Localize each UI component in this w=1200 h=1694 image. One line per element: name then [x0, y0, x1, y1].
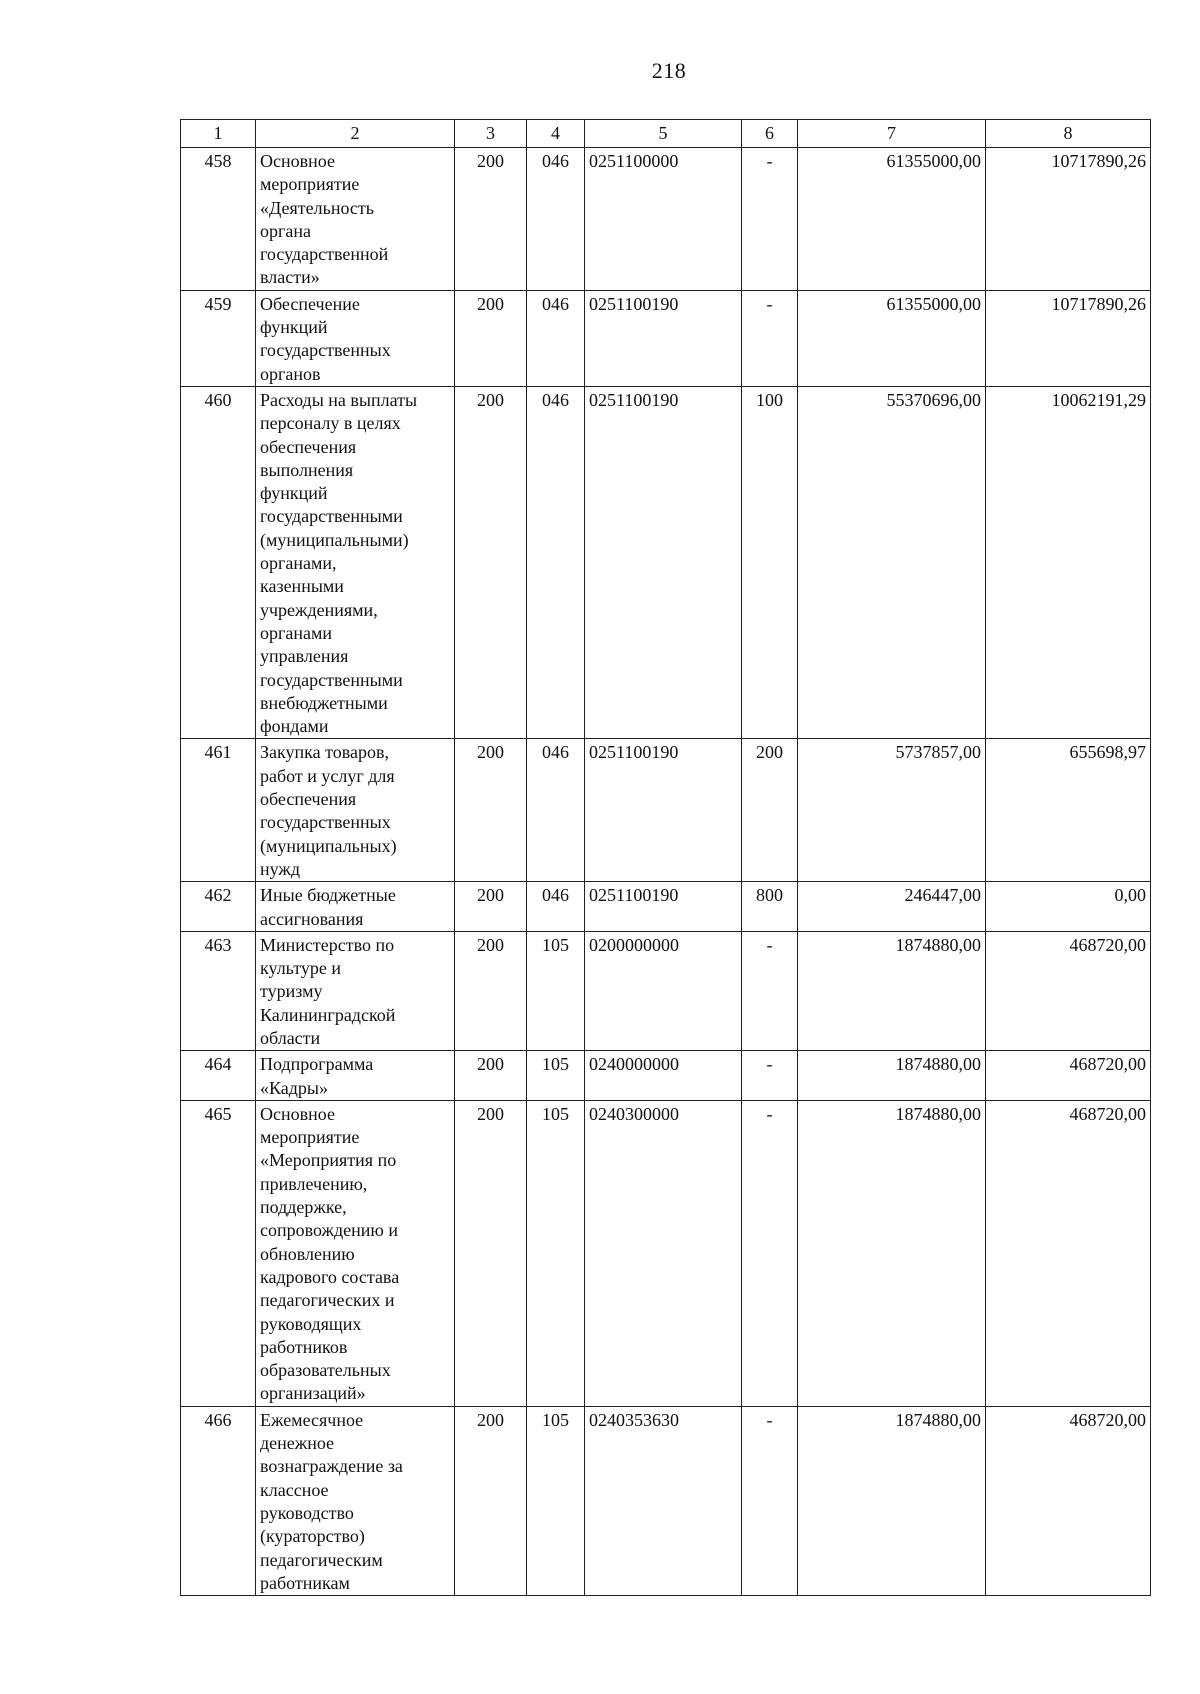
code-cell-4: 046 — [527, 739, 585, 882]
row-number-cell: 462 — [181, 882, 256, 932]
item-name-line: области — [260, 1027, 321, 1048]
item-name-line: функций — [260, 317, 328, 338]
item-name-line: нужд — [260, 858, 300, 879]
amount-cell-8: 468720,00 — [986, 1051, 1151, 1101]
table-body — [181, 148, 1151, 1596]
amount-cell-7: 1874880,00 — [798, 1051, 986, 1101]
item-name-line: государственных — [260, 340, 391, 361]
item-name-line: государственных — [260, 812, 391, 833]
item-name-line: мероприятие — [260, 1127, 360, 1148]
item-name-line: поддержке, — [260, 1197, 347, 1218]
code-cell-4: 046 — [527, 386, 585, 738]
item-name-line: фондами — [260, 716, 329, 737]
code-cell-6: - — [742, 931, 798, 1050]
item-name-line: руководящих — [260, 1313, 362, 1334]
code-cell-3: 200 — [455, 148, 527, 291]
row-number-cell: 460 — [181, 386, 256, 738]
item-name-line: сопровождению и — [260, 1220, 398, 1241]
item-name-line: мероприятие — [260, 174, 360, 195]
code-cell-5: 0240300000 — [585, 1100, 742, 1406]
item-name-line: Основное — [260, 151, 335, 171]
item-name-cell — [256, 1100, 455, 1406]
column-header: 5 — [585, 120, 742, 148]
column-header: 8 — [986, 120, 1151, 148]
code-cell-6: - — [742, 1406, 798, 1595]
item-name-line: внебюджетными — [260, 692, 388, 713]
table-row — [181, 931, 1151, 1050]
column-header: 4 — [527, 120, 585, 148]
item-name-line: учреждениями, — [260, 599, 378, 620]
column-header: 1 — [181, 120, 256, 148]
amount-cell-8: 10717890,26 — [986, 290, 1151, 386]
code-cell-5: 0251100190 — [585, 739, 742, 882]
row-number-cell: 465 — [181, 1100, 256, 1406]
amount-cell-7: 55370696,00 — [798, 386, 986, 738]
page-number: 218 — [651, 58, 687, 83]
amount-cell-7: 61355000,00 — [798, 148, 986, 291]
item-name-line: Закупка товаров, — [260, 742, 389, 763]
item-name-line: государственными — [260, 669, 403, 690]
item-name-cell — [256, 290, 455, 386]
item-name-cell — [256, 739, 455, 882]
item-name-line: вознаграждение за — [260, 1456, 403, 1477]
item-name-line: привлечению, — [260, 1173, 368, 1194]
item-name-line: классное — [260, 1479, 329, 1500]
item-name-line: руководство — [260, 1502, 354, 1523]
item-name-line: государственной — [260, 244, 389, 265]
item-name-cell — [256, 1051, 455, 1101]
code-cell-4: 105 — [527, 1100, 585, 1406]
item-name-line: казенными — [260, 576, 344, 597]
item-name-cell — [256, 931, 455, 1050]
row-number-cell: 458 — [181, 148, 256, 291]
item-name-line: обновлению — [260, 1243, 355, 1264]
item-name-line: Ежемесячное — [260, 1409, 364, 1430]
row-number-cell: 464 — [181, 1051, 256, 1101]
code-cell-4: 105 — [527, 1051, 585, 1101]
item-name-line: выполнения — [260, 459, 354, 480]
item-name-line: работников — [260, 1336, 348, 1357]
item-name-line: органами — [260, 622, 333, 643]
item-name-line: кадрового состава — [260, 1266, 400, 1287]
row-number-cell: 463 — [181, 931, 256, 1050]
table-row — [181, 739, 1151, 882]
amount-cell-7: 246447,00 — [798, 882, 986, 932]
item-name-line: Министерство по — [260, 934, 395, 955]
item-name-line: обеспечения — [260, 436, 357, 457]
code-cell-3: 200 — [455, 1100, 527, 1406]
amount-cell-7: 1874880,00 — [798, 931, 986, 1050]
item-name-line: органа — [260, 220, 311, 241]
table-row — [181, 386, 1151, 738]
item-name-line: (муниципальных) — [260, 835, 397, 856]
code-cell-3: 200 — [455, 1406, 527, 1595]
amount-cell-8: 0,00 — [986, 882, 1151, 932]
item-name-line: работникам — [260, 1572, 350, 1593]
code-cell-6: - — [742, 290, 798, 386]
amount-cell-8: 468720,00 — [986, 1406, 1151, 1595]
item-name-line: персоналу в целях — [260, 413, 401, 434]
item-name-line: Подпрограмма — [260, 1054, 374, 1075]
code-cell-6: 800 — [742, 882, 798, 932]
row-number-cell: 459 — [181, 290, 256, 386]
item-name-line: ассигнования — [260, 908, 364, 929]
code-cell-6: - — [742, 1051, 798, 1101]
amount-cell-8: 10717890,26 — [986, 148, 1151, 291]
amount-cell-7: 61355000,00 — [798, 290, 986, 386]
item-name-line: обеспечения — [260, 789, 357, 810]
table-header-row — [181, 120, 1151, 148]
item-name-line: «Кадры» — [260, 1077, 329, 1098]
item-name-line: Обеспечение — [260, 293, 360, 314]
item-name-line: Калининградской — [260, 1004, 396, 1025]
item-name-line: органов — [260, 363, 321, 384]
item-name-cell — [256, 882, 455, 932]
item-name-cell — [256, 386, 455, 738]
code-cell-5: 0251100190 — [585, 882, 742, 932]
amount-cell-8: 655698,97 — [986, 739, 1151, 882]
code-cell-3: 200 — [455, 882, 527, 932]
amount-cell-7: 1874880,00 — [798, 1100, 986, 1406]
amount-cell-7: 1874880,00 — [798, 1406, 986, 1595]
item-name-line: власти» — [260, 267, 320, 288]
item-name-line: туризму — [260, 981, 323, 1002]
item-name-line: «Деятельность — [260, 197, 374, 218]
item-name-cell — [256, 1406, 455, 1595]
table-row — [181, 1051, 1151, 1101]
table-row — [181, 882, 1151, 932]
code-cell-4: 046 — [527, 882, 585, 932]
table-row — [181, 290, 1151, 386]
table-row — [181, 148, 1151, 291]
item-name-line: (муниципальными) — [260, 529, 409, 550]
code-cell-5: 0240353630 — [585, 1406, 742, 1595]
code-cell-5: 0251100000 — [585, 148, 742, 291]
code-cell-5: 0200000000 — [585, 931, 742, 1050]
code-cell-5: 0240000000 — [585, 1051, 742, 1101]
item-name-line: денежное — [260, 1433, 335, 1454]
code-cell-3: 200 — [455, 386, 527, 738]
code-cell-4: 046 — [527, 148, 585, 291]
row-number-cell: 461 — [181, 739, 256, 882]
item-name-line: Иные бюджетные — [260, 885, 396, 906]
amount-cell-8: 468720,00 — [986, 931, 1151, 1050]
code-cell-6: 200 — [742, 739, 798, 882]
code-cell-6: - — [742, 148, 798, 291]
amount-cell-7: 5737857,00 — [798, 739, 986, 882]
item-name-line: Основное — [260, 1103, 335, 1124]
item-name-line: (кураторство) — [260, 1526, 365, 1547]
item-name-line: культуре и — [260, 958, 341, 979]
column-header: 3 — [455, 120, 527, 148]
column-header: 2 — [256, 120, 455, 148]
code-cell-4: 105 — [527, 931, 585, 1050]
code-cell-3: 200 — [455, 739, 527, 882]
item-name-line: организаций» — [260, 1383, 366, 1404]
row-number-cell: 466 — [181, 1406, 256, 1595]
code-cell-5: 0251100190 — [585, 290, 742, 386]
item-name-line: педагогическим — [260, 1549, 383, 1570]
item-name-line: органами, — [260, 553, 337, 574]
table-row — [181, 1100, 1151, 1406]
item-name-line: Расходы на выплаты — [260, 389, 418, 410]
item-name-line: педагогических и — [260, 1290, 395, 1311]
table-row — [181, 1406, 1151, 1595]
item-name-line: «Мероприятия по — [260, 1150, 397, 1171]
budget-table — [180, 119, 1151, 1596]
code-cell-3: 200 — [455, 290, 527, 386]
item-name-line: управления — [260, 646, 349, 667]
item-name-line: работ и услуг для — [260, 765, 395, 786]
code-cell-3: 200 — [455, 931, 527, 1050]
amount-cell-8: 10062191,29 — [986, 386, 1151, 738]
item-name-cell — [256, 148, 455, 291]
code-cell-4: 105 — [527, 1406, 585, 1595]
column-header: 6 — [742, 120, 798, 148]
code-cell-3: 200 — [455, 1051, 527, 1101]
column-header: 7 — [798, 120, 986, 148]
code-cell-6: - — [742, 1100, 798, 1406]
code-cell-5: 0251100190 — [585, 386, 742, 738]
item-name-line: функций — [260, 483, 328, 504]
item-name-line: образовательных — [260, 1360, 391, 1381]
amount-cell-8: 468720,00 — [986, 1100, 1151, 1406]
code-cell-4: 046 — [527, 290, 585, 386]
code-cell-6: 100 — [742, 386, 798, 738]
item-name-line: государственными — [260, 506, 403, 527]
